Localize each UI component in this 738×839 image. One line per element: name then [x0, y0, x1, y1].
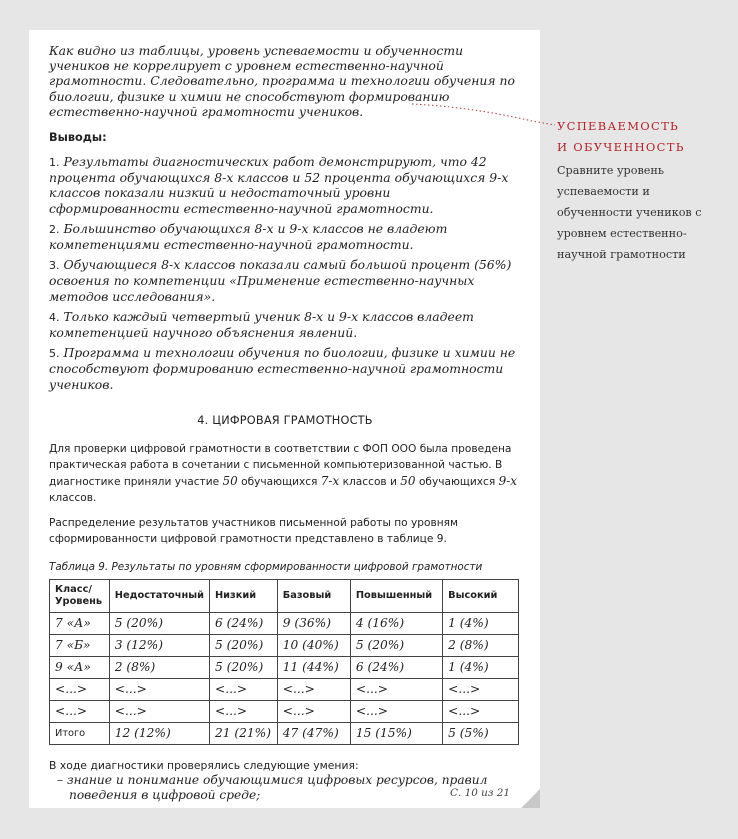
table-cell: <...> — [350, 678, 442, 700]
skills-intro: В ходе диагностики проверялись следующие умения: — [49, 758, 359, 772]
table-row — [50, 612, 519, 634]
table-header-cell: Повышенный — [350, 579, 442, 612]
conclusion-text: Только каждый четвертый ученик 8-х и 9-х классов владеет компетенцией научного объяснения явлений. — [49, 308, 474, 341]
table-cell: 4 (16%) — [350, 612, 442, 634]
table-cell: <...> — [109, 678, 209, 700]
intro-paragraph — [49, 441, 521, 506]
grade-label: 7-х — [320, 473, 340, 488]
lead-paragraph: Как видно из таблицы, уровень успеваемости и обученности учеников не коррелирует с уровнем естественно-научной грамотности. Следовательно, программа и технологии обучения по биологии, физике и химии не способствуют формированию естественно-научной грамотности учеников. — [49, 43, 515, 119]
conclusions-title: Выводы: — [49, 131, 107, 145]
table-caption: Таблица 9. Результаты по уровням сформированности цифровой грамотности — [49, 560, 483, 573]
intro-text: классов. — [49, 491, 97, 504]
table-cell: 7 «Б» — [50, 634, 110, 656]
table-cell: <...> — [443, 700, 519, 722]
table-cell: 15 (15%) — [350, 722, 442, 744]
page-number: С. 10 из 21 — [450, 787, 510, 799]
table-cell: 11 (44%) — [277, 656, 350, 678]
page-content — [49, 43, 521, 804]
table-row — [50, 656, 519, 678]
table-cell: <...> — [209, 700, 277, 722]
conclusion-number: 5. — [49, 347, 60, 361]
table-cell: 2 (8%) — [443, 634, 519, 656]
table-cell: 12 (12%) — [109, 722, 209, 744]
table-cell: <...> — [109, 700, 209, 722]
conclusion-item — [49, 345, 521, 392]
intro-text: обучающихся — [415, 475, 499, 488]
sidebar-note — [557, 116, 727, 265]
skill-item: – знание и понимание обучающимися цифровых ресурсов, правил поведения в цифровой среде; — [57, 772, 488, 803]
conclusion-number: 2. — [49, 222, 60, 236]
grade-label: 9-х — [498, 473, 518, 488]
table-cell: <...> — [277, 700, 350, 722]
results-table — [49, 579, 519, 745]
table-cell: 3 (12%) — [109, 634, 209, 656]
participants-count: 50 — [400, 473, 416, 488]
callout-dotted-line — [412, 103, 557, 128]
table-cell: 10 (40%) — [277, 634, 350, 656]
table-cell: <...> — [350, 700, 442, 722]
table-header-cell: Низкий — [209, 579, 277, 612]
conclusion-text: Результаты диагностических работ демонстрируют, что 42 процента обучающихся 8-х классов и 52 процента обучающихся 9-х классов показали низкий и недостаточный уровни сформированности естественно-научной грамотности. — [49, 154, 509, 216]
sidebar-title-line: И ОБУЧЕННОСТЬ — [557, 140, 685, 154]
conclusion-item — [49, 309, 521, 340]
conclusion-text: Обучающиеся 8-х классов показали самый большой процент (56%) освоения по компетенции «Применение естественно-научных методов исследования». — [49, 257, 512, 304]
table-row — [50, 634, 519, 656]
table-cell: <...> — [50, 678, 110, 700]
table-header-cell: Базовый — [277, 579, 350, 612]
table-header-row — [50, 579, 519, 612]
sidebar-text: Сравните уровень успеваемости и обученности учеников с уровнем естественно-научной грамотности — [557, 164, 702, 261]
table-cell: 6 (24%) — [209, 612, 277, 634]
distribution-paragraph: Распределение результатов участников письменной работы по уровням сформированности цифровой грамотности представлено в таблице 9. — [49, 516, 458, 545]
document-page — [29, 30, 540, 808]
table-cell: 1 (4%) — [443, 612, 519, 634]
table-cell: 5 (20%) — [109, 612, 209, 634]
intro-text: обучающихся — [237, 475, 321, 488]
table-row — [50, 700, 519, 722]
intro-text: Для проверки цифровой грамотности в соответствии с ФОП ООО была проведена практическая работа в сочетании с письменной компьютеризованной частью. В диагностике приняли участие — [49, 442, 512, 488]
table-header-cell: Класс/ Уровень — [50, 579, 110, 612]
conclusion-item — [49, 257, 521, 304]
table-cell: Итого — [50, 722, 110, 744]
conclusion-text: Программа и технологии обучения по биологии, физике и химии не способствуют формированию естественно-научной грамотности учеников. — [49, 345, 516, 392]
conclusion-text: Большинство обучающихся 8-х и 9-х классов не владеют компетенциями естественно-научной грамотности. — [49, 220, 448, 253]
table-cell: <...> — [443, 678, 519, 700]
participants-count: 50 — [222, 473, 238, 488]
section-title: 4. ЦИФРОВАЯ ГРАМОТНОСТЬ — [197, 413, 373, 427]
table-cell: 5 (5%) — [443, 722, 519, 744]
table-cell: 2 (8%) — [109, 656, 209, 678]
table-cell: 9 «А» — [50, 656, 110, 678]
conclusion-number: 3. — [49, 259, 60, 273]
page-corner-fold — [521, 789, 540, 808]
table-cell: 9 (36%) — [277, 612, 350, 634]
table-cell: 47 (47%) — [277, 722, 350, 744]
table-cell: 1 (4%) — [443, 656, 519, 678]
table-row — [50, 678, 519, 700]
table-cell: 7 «А» — [50, 612, 110, 634]
table-cell: 6 (24%) — [350, 656, 442, 678]
conclusion-number: 1. — [49, 156, 60, 170]
table-cell: <...> — [277, 678, 350, 700]
table-header-cell: Недостаточный — [109, 579, 209, 612]
table-cell: 21 (21%) — [209, 722, 277, 744]
table-cell: 5 (20%) — [209, 634, 277, 656]
table-cell: 5 (20%) — [209, 656, 277, 678]
table-header-cell: Высокий — [443, 579, 519, 612]
sidebar-title — [557, 116, 727, 158]
table-cell: 5 (20%) — [350, 634, 442, 656]
table-cell: <...> — [50, 700, 110, 722]
table-total-row — [50, 722, 519, 744]
intro-text: классов и — [339, 475, 401, 488]
sidebar-title-line: УСПЕВАЕМОСТЬ — [557, 119, 680, 133]
conclusion-item — [49, 154, 521, 216]
conclusion-number: 4. — [49, 310, 60, 324]
table-cell: <...> — [209, 678, 277, 700]
conclusion-item — [49, 221, 521, 252]
